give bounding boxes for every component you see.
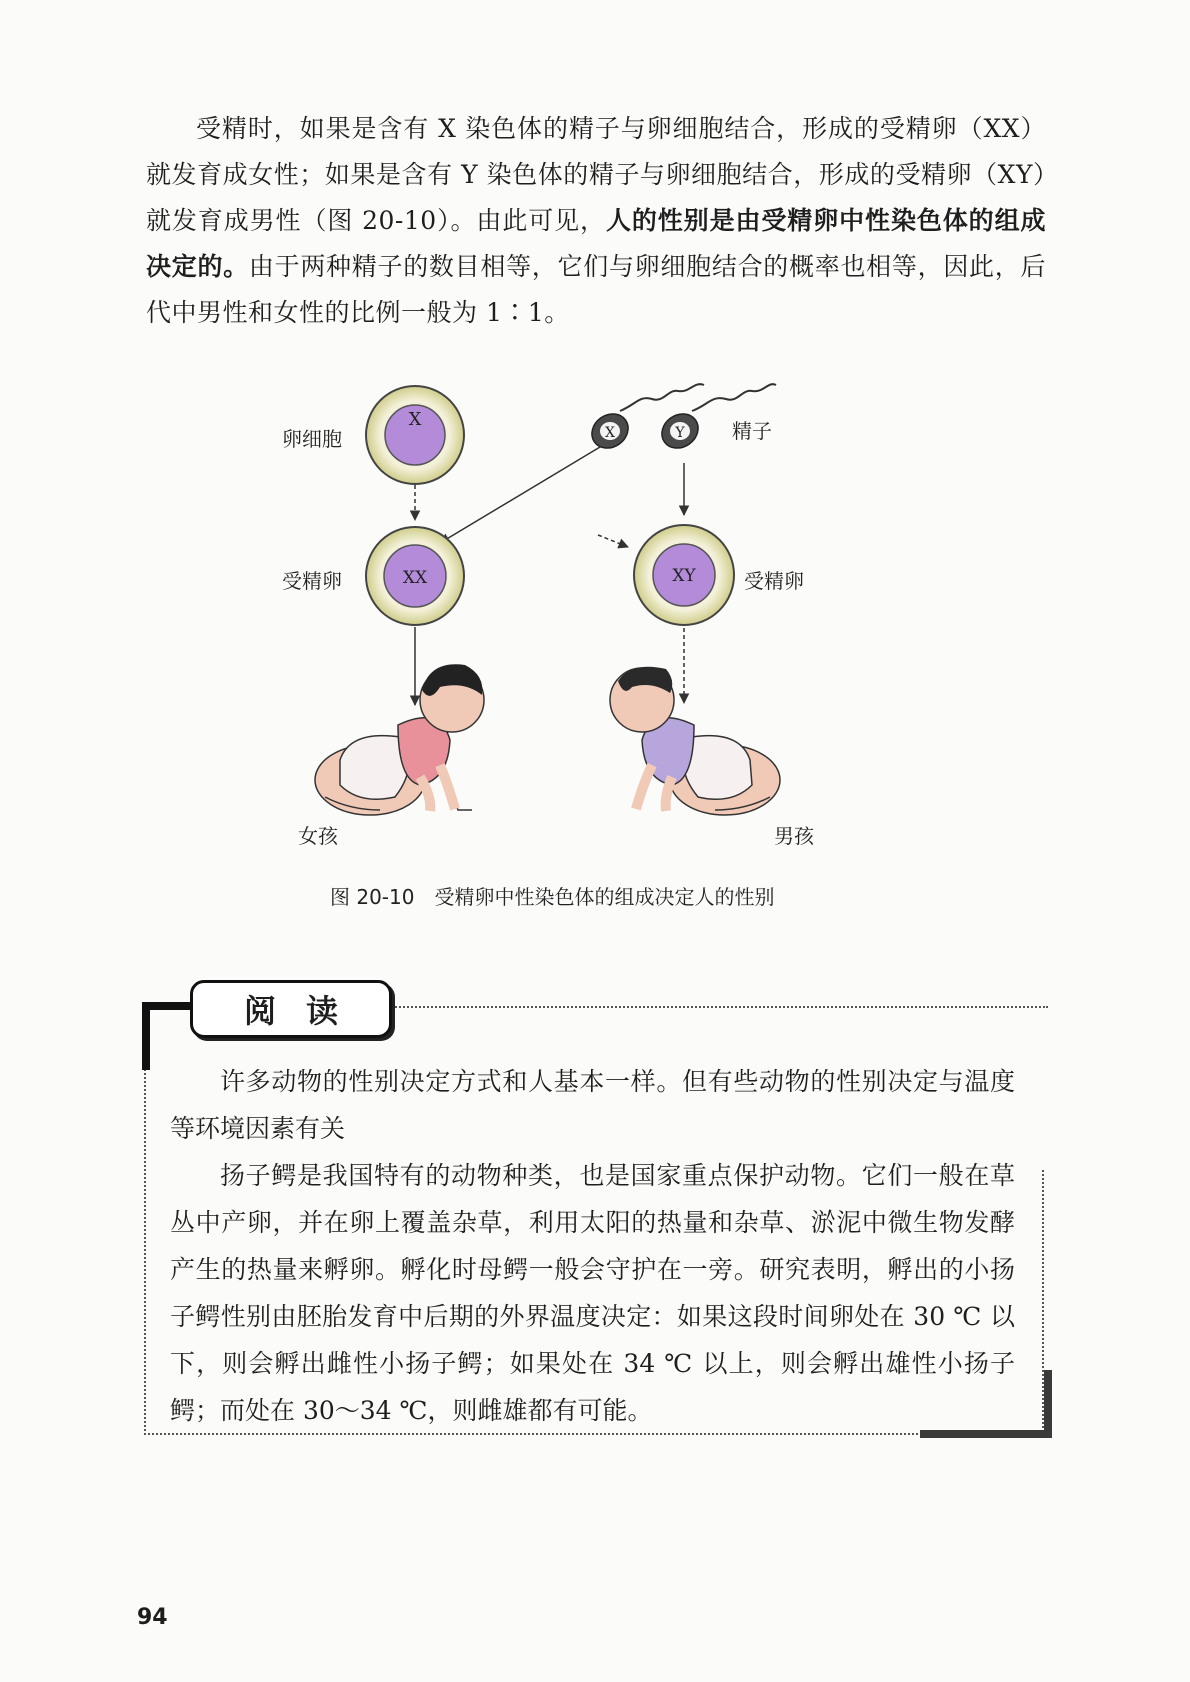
reading-paragraph-2: 扬子鳄是我国特有的动物种类，也是国家重点保护动物。它们一般在草丛中产卵，并在卵上覆盖杂草，利用太阳的热量和杂草、淤泥中微生物发酵产生的热量来孵卵。孵化时母鳄一般会守护在一旁。研究表明，孵出的小扬子鳄性别由胚胎发育中后期的外界温度决定：如果这段时间卵处在 30 ℃ 以下，则会孵出雌性小扬子鳄；如果处在 34 ℃ 以上，则会孵出雄性小扬子鳄；而处在 30～34 ℃，则雌雄都有可能。: [170, 1161, 1015, 1425]
reading-top-border: [388, 1006, 1048, 1008]
figure-caption: [330, 881, 890, 910]
intro-paragraph: [146, 106, 1046, 336]
sperm-y-chromosome: Y: [675, 425, 685, 441]
arrow-sperm-x-to-xx: [440, 447, 600, 543]
egg-cell-label: 卵细胞: [282, 427, 342, 451]
page-number: 94: [137, 1605, 168, 1630]
sperm-x-chromosome: X: [605, 425, 615, 441]
zygote-left-label: 受精卵: [282, 569, 342, 593]
intro-text-b: 由于两种精子的数目相等，它们与卵细胞结合的概率也相等，因此，后代中男性和女性的比例一般为 1∶1。: [146, 252, 1046, 327]
reading-box: [140, 980, 1050, 1460]
intro-text: [146, 106, 1046, 336]
girl-illustration: [315, 664, 484, 815]
intro-bold-conclusion: 人的性别是由受精卵中性染色体的组成决定的。: [146, 206, 1046, 281]
figure-caption-text: 受精卵中性染色体的组成决定人的性别: [434, 885, 775, 909]
zygote-xy: [634, 525, 734, 625]
zygote-xx-chromosomes: XX: [402, 568, 428, 588]
zygote-right-label: 受精卵: [744, 569, 804, 593]
boy-label: 男孩: [774, 824, 814, 848]
zygote-xx: [366, 527, 464, 625]
girl-label: 女孩: [298, 824, 338, 848]
egg-chromosome: X: [408, 409, 422, 430]
figure-20-10: [280, 385, 880, 905]
egg-cell: [366, 386, 464, 484]
reading-body: [170, 1058, 1015, 1434]
figure-number: 图 20-10: [330, 885, 415, 909]
boy-illustration: [610, 667, 780, 815]
reading-title: 阅读: [243, 992, 368, 1030]
zygote-xy-chromosomes: XY: [672, 566, 696, 586]
intro-text-a: 受精时，如果是含有 X 染色体的精子与卵细胞结合，形成的受精卵（XX）就发育成女性；如果是含有 Y 染色体的精子与卵细胞结合，形成的受精卵（XY）就发育成男性（图 20-10）。由此可见，: [146, 114, 1046, 235]
reading-title-tab: [190, 980, 392, 1038]
sperm-label: 精子: [732, 419, 772, 443]
reading-paragraph-1: 许多动物的性别决定方式和人基本一样。但有些动物的性别决定与温度等环境因素有关: [170, 1067, 1015, 1143]
arrow-egg-to-xy: [598, 535, 628, 547]
